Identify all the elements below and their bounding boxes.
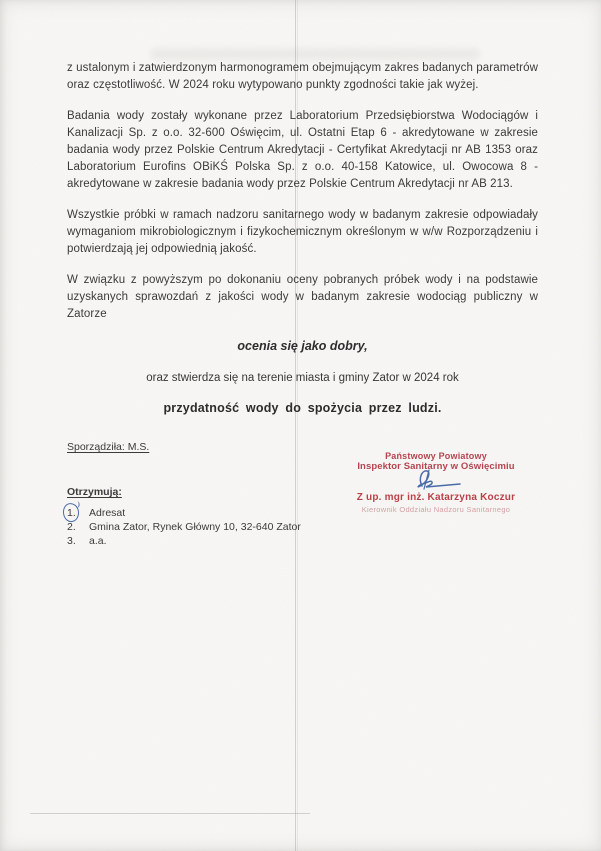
verdict-rating-line: ocenia się jako dobry, xyxy=(237,339,368,353)
recipient-text: Gmina Zator, Rynek Główny 10, 32-640 Zator xyxy=(89,521,301,533)
official-stamp xyxy=(356,451,516,515)
stamp-institution-line1: Państwowy Powiatowy xyxy=(385,451,487,461)
paragraph-harmonogram: z ustalonym i zatwierdzonym harmonogramem obejmującym zakres badanych parametrów oraz częstotliwość. W 2024 roku wytypowano punkty zgodności takie jak wyżej. xyxy=(67,62,538,91)
recipient-row-adresat xyxy=(67,507,367,521)
recipient-text: a.a. xyxy=(89,535,107,547)
recipient-row-aa xyxy=(67,535,367,549)
verdict-usability-line: przydatność wody do spożycia przez ludzi. xyxy=(163,401,442,415)
recipients-section xyxy=(67,486,367,549)
paragraph-badania-wody: Badania wody zostały wykonane przez Laboratorium Przedsiębiorstwa Wodociągów i Kanalizacji Sp. z o.o. 32-600 Oświęcim, ul. Ostatni Etap 6 - akredytowane w zakresie badania wody przez Polskie Centrum Akredytacji - Certyfikat Akredytacji nr AB 1353 oraz Laboratorium Eurofins OBiKŚ Polska Sp. z o.o. 40-158 Katowice, ul. Owocowa 8 - akredytowane w zakresie badania wody przez Polskie Centrum Akredytacji nr AB 213. xyxy=(67,110,538,190)
stamp-signatory-name: Z up. mgr inż. Katarzyna Koczur xyxy=(356,492,516,503)
recipient-row-gmina xyxy=(67,521,367,535)
recipient-number-text: 2. xyxy=(67,521,76,533)
prepared-by-note: Sporządziła: M.S. xyxy=(67,441,150,453)
recipient-number-text: 3. xyxy=(67,535,76,547)
paragraph-w-zwiazku: W związku z powyższym po dokonaniu oceny pobranych próbek wody i na podstawie uzyskanych sprawozdań z jakości wody w badanym zakresie wodociąg publiczny w Zatorze xyxy=(67,274,538,320)
bleed-through-smudge xyxy=(150,48,480,60)
paragraph-wszystkie-probki: Wszystkie próbki w ramach nadzoru sanitarnego wody w badanym zakresie odpowiadały wymaganiom mikrobiologicznym i fizykochemicznym określonym w w/w Rozporządzeniu i potwierdzają jej odpowiednią jakość. xyxy=(67,209,538,255)
recipient-number-text: 1. xyxy=(67,507,76,519)
stamp-institution-line2: Inspektor Sanitarny w Oświęcimiu xyxy=(357,461,515,472)
recipient-text: Adresat xyxy=(89,507,126,519)
recipient-number xyxy=(67,507,89,521)
recipients-heading: Otrzymują: xyxy=(67,486,122,498)
fold-line-horizontal xyxy=(30,813,310,814)
stamp-signatory-title: Kierownik Oddziału Nadzoru Sanitarnego xyxy=(361,505,511,514)
verdict-statement-line: oraz stwierdza się na terenie miasta i gminy Zator w 2024 rok xyxy=(146,372,459,384)
recipient-number xyxy=(67,521,89,535)
letter-body xyxy=(67,60,538,415)
recipient-number xyxy=(67,535,89,549)
